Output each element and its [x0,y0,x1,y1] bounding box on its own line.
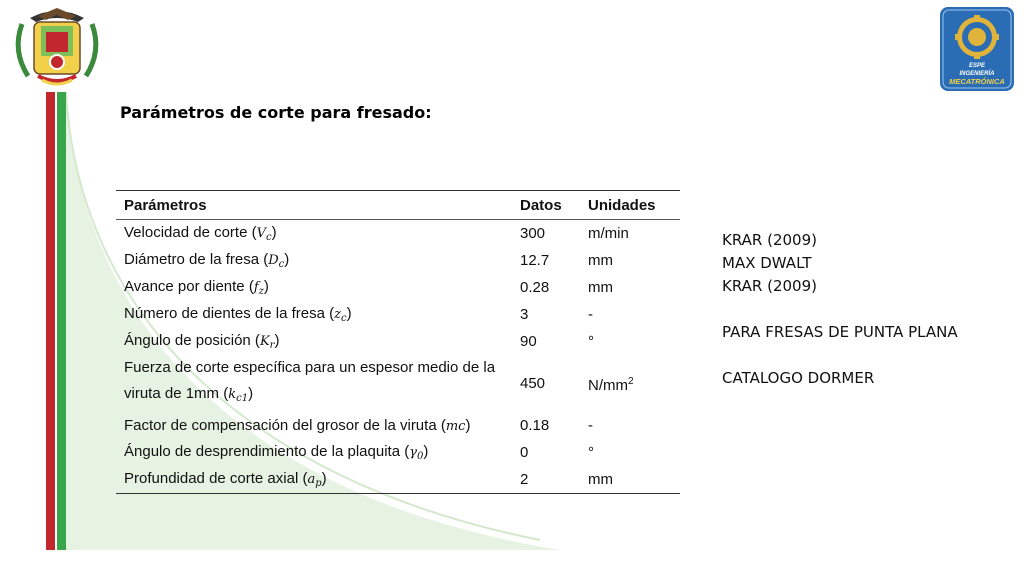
parameter-label: Ángulo de desprendimiento de la plaquita [124,443,401,460]
parameter-label: Diámetro de la fresa [124,251,260,268]
table-row [116,274,680,301]
parameter-symbol: $a_p$ [307,472,322,489]
table-row [116,466,680,494]
parameter-symbol: $z_c$ [334,307,347,324]
parameter-label: Factor de compensación del grosor de la viruta [124,417,437,434]
note-line [722,298,958,321]
parameters-table [116,190,680,494]
header-datos: Datos [512,191,580,220]
parameter-label-line1: Fuerza de corte específica para un espesor medio de la [124,359,496,376]
value-cell: 90 [520,333,537,350]
logo-text-espe: ESPE [968,63,986,69]
unit-cell: mm [588,252,613,269]
unit-cell: $N/mm^2$ [588,375,634,394]
note-line: KRAR (2009) [722,231,817,249]
green-stripe [57,92,66,550]
parameter-label: Profundidad de corte axial [124,470,299,487]
parameter-symbol: $k_{c1}$ [228,387,249,404]
header-parametros: Parámetros [116,191,512,220]
value-cell: 0 [520,444,529,461]
table-row [116,220,680,248]
parameter-cell: Ángulo de desprendimiento de la plaquita $(\gamma_0)$ [124,443,429,462]
note-line: CATALOGO DORMER [722,369,875,387]
note-line [722,344,958,367]
table-row [116,412,680,439]
source-notes [722,229,958,390]
parameter-symbol: $\gamma_0$ [409,445,424,462]
red-stripe [46,92,55,550]
note-line: MAX DWALT [722,254,812,272]
value-cell: 3 [520,306,529,323]
parameter-symbol: $D_c$ [268,253,285,270]
slide-title: Parámetros de corte para fresado: [120,103,432,122]
table-row [116,247,680,274]
logo-text-mecatronica: MECATRÓNICA [949,77,1005,86]
value-cell: 12.7 [520,252,550,269]
parameter-cell: Fuerza de corte específica para un espesor medio de la viruta de 1mm $(k_{c1})$ [124,359,496,404]
note-line: PARA FRESAS DE PUNTA PLANA [722,323,958,341]
unit-cell: - [588,306,593,323]
unit-cell: ° [588,333,594,350]
table-row [116,439,680,466]
value-cell: 2 [512,466,580,494]
parameter-cell: Número de dientes de la fresa $(z_c)$ [124,305,352,324]
parameter-label: Ángulo de posición [124,332,251,349]
parameter-symbol: $V_c$ [256,226,272,243]
parameter-cell: Diámetro de la fresa $(D_c)$ [124,251,290,270]
parameter-label: Avance por diente [124,278,245,295]
parameter-symbol: mc [445,419,466,434]
table-row [116,328,680,355]
unit-cell: mm [588,279,613,296]
value-cell: 300 [520,225,546,242]
parameter-cell: Profundidad de corte axial $(a_p)$ [116,466,512,494]
coat-of-arms-logo [8,6,106,90]
parameter-cell: Ángulo de posición $(K_r)$ [124,332,280,351]
parameter-symbol: $f_z$ [253,280,264,297]
value-cell: 0.18 [520,417,550,434]
parameter-label: Velocidad de corte [124,224,248,241]
note-line: KRAR (2009) [722,277,817,295]
value-cell: 450 [520,374,546,392]
header-unidades: Unidades [580,191,680,220]
table-header-row [116,191,680,220]
parameter-cell: Velocidad de corte $(V_c)$ [124,224,277,243]
logo-text-ingenieria: INGENIERÍA [959,71,995,77]
table-row [116,301,680,328]
parameter-cell: Factor de compensación del grosor de la viruta (mc) [124,417,471,434]
unit-cell: ° [588,444,594,461]
espe-mecatronica-logo [938,5,1016,93]
value-cell: 0.28 [520,279,550,296]
table-row [116,355,680,412]
parameter-cell: Avance por diente $(f_z)$ [124,278,269,297]
unit-cell: m/min [588,225,629,242]
parameter-label: Número de dientes de la fresa [124,305,325,322]
unit-cell: mm [580,466,680,494]
parameter-symbol: $K_r$ [259,334,275,351]
unit-cell: - [588,417,593,434]
parameter-label-line2: viruta de 1mm [124,385,220,402]
